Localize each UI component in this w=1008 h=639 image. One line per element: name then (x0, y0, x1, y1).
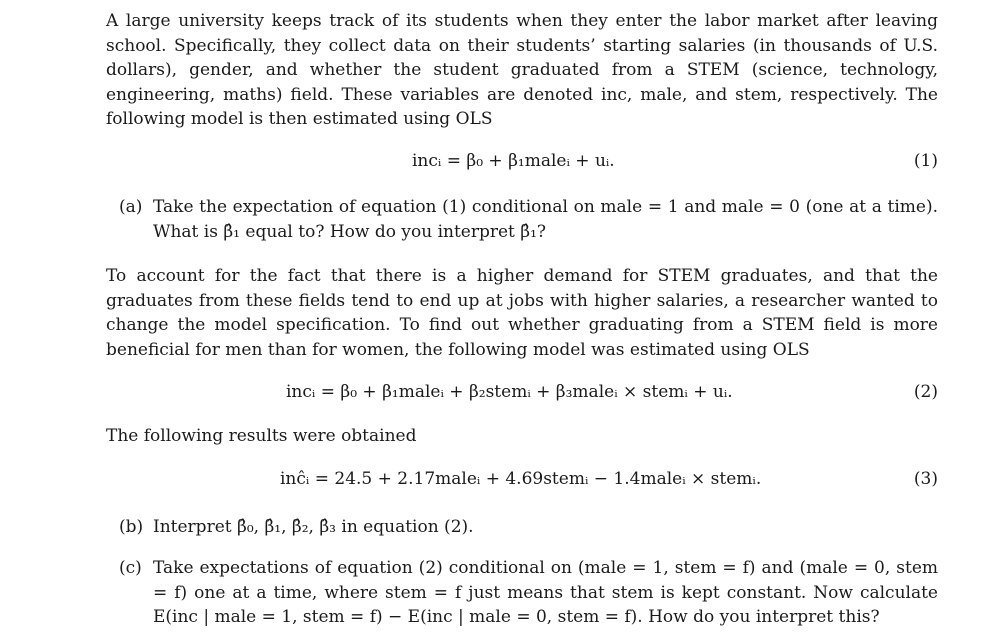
part-a (119, 195, 938, 244)
equation-1 (106, 148, 938, 174)
equation-3-body: inĉᵢ = 24.5 + 2.17maleᵢ + 4.69stemᵢ − 1.4maleᵢ × stemᵢ. (280, 469, 762, 489)
part-c-label: (c) (119, 558, 142, 578)
part-b-label: (b) (119, 517, 144, 537)
intro-paragraph: A large university keeps track of its students when they enter the labor market after leaving school. Specifically, they collect data on their students’ starting salaries (in thousands of U.S. dollars), gender, and whether the student graduated from a STEM (science, technology, engineering, maths) field. These variables are denoted inc, male, and stem, respectively. The following model is then estimated using OLS (106, 11, 938, 129)
part-a-label: (a) (119, 197, 143, 217)
part-a-text: Take the expectation of equation (1) conditional on male = 1 and male = 0 (one at a time). What is β̂₁ equal to? How do you interpret β̂₁? (153, 197, 938, 242)
equation-1-body: incᵢ = β₀ + β₁maleᵢ + uᵢ. (412, 151, 615, 171)
part-b (119, 515, 938, 540)
equation-3 (106, 466, 938, 492)
part-c-text: Take expectations of equation (2) conditional on (male = 1, stem = f) and (male = 0, stem = f) one at a time, where stem = f just means that stem is kept constant. Now calculate E(inc | male = 1, stem = f) − E(inc | male = 0, stem = f). How do you interpret this? (153, 558, 938, 627)
part-b-text: Interpret β̂₀, β̂₁, β̂₂, β̂₃ in equation (2). (153, 517, 474, 537)
equation-3-number: (3) (913, 469, 938, 489)
part-c (119, 556, 938, 630)
equation-2-number: (2) (913, 382, 938, 402)
second-paragraph: To account for the fact that there is a higher demand for STEM graduates, and that the graduates from these fields tend to end up at jobs with higher salaries, a researcher wanted to change the model specification. To find out whether graduating from a STEM field is more beneficial for men than for women, the following model was estimated using OLS (106, 266, 938, 360)
equation-2-body: incᵢ = β₀ + β₁maleᵢ + β₂stemᵢ + β₃maleᵢ × stemᵢ + uᵢ. (286, 382, 733, 402)
results-line: The following results were obtained (106, 426, 417, 446)
equation-1-number: (1) (913, 151, 938, 171)
equation-2 (106, 379, 938, 405)
